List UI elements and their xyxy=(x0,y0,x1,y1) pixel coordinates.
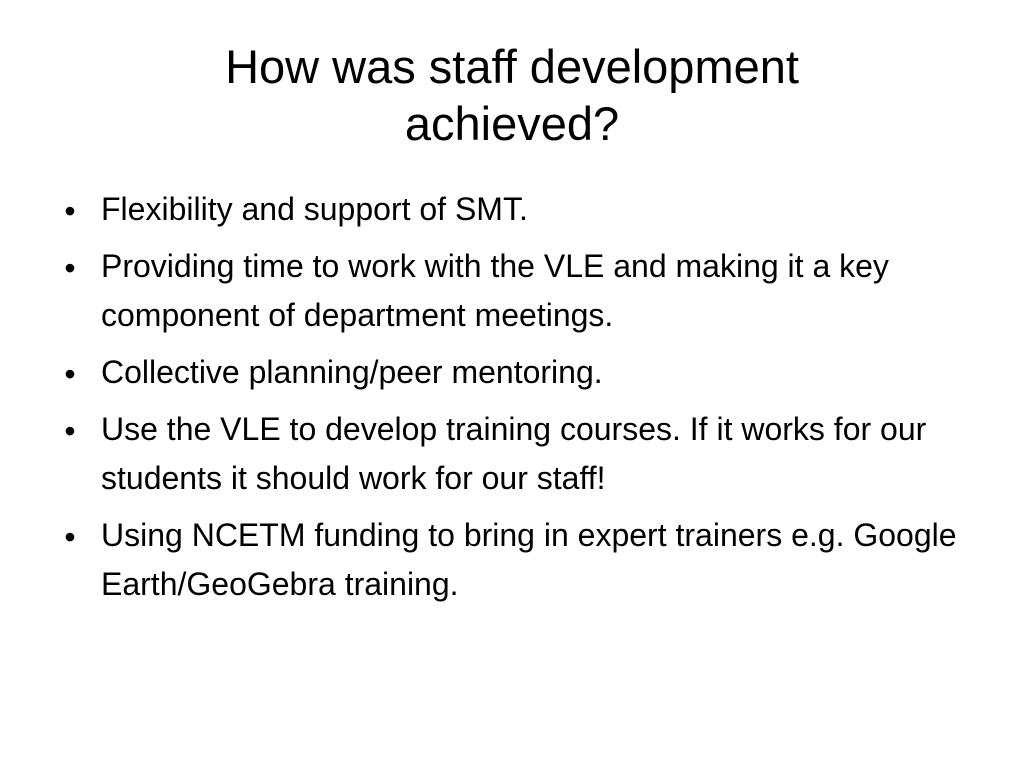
bullet-text: Providing time to work with the VLE and making it a key component of department meetings. xyxy=(101,248,889,333)
bullet-dot-icon: • xyxy=(64,519,76,555)
bullet-text: Flexibility and support of SMT. xyxy=(101,191,528,227)
bullet-item xyxy=(55,348,975,397)
bullet-dot-icon: • xyxy=(64,356,76,392)
slide-title: How was staff development achieved? xyxy=(225,40,799,150)
bullet-text: Using NCETM funding to bring in expert trainers e.g. Google Earth/GeoGebra training. xyxy=(101,517,957,602)
bullet-list xyxy=(55,185,975,609)
bullet-item xyxy=(55,405,975,503)
bullet-dot-icon: • xyxy=(64,250,76,286)
bullet-item xyxy=(55,185,975,234)
bullet-item xyxy=(55,242,975,340)
bullet-dot-icon: • xyxy=(64,193,76,229)
bullet-text: Collective planning/peer mentoring. xyxy=(101,354,603,390)
bullet-item xyxy=(55,511,975,609)
bullet-dot-icon: • xyxy=(64,413,76,449)
bullet-text: Use the VLE to develop training courses. If it works for our students it should work for our staff! xyxy=(101,411,927,496)
